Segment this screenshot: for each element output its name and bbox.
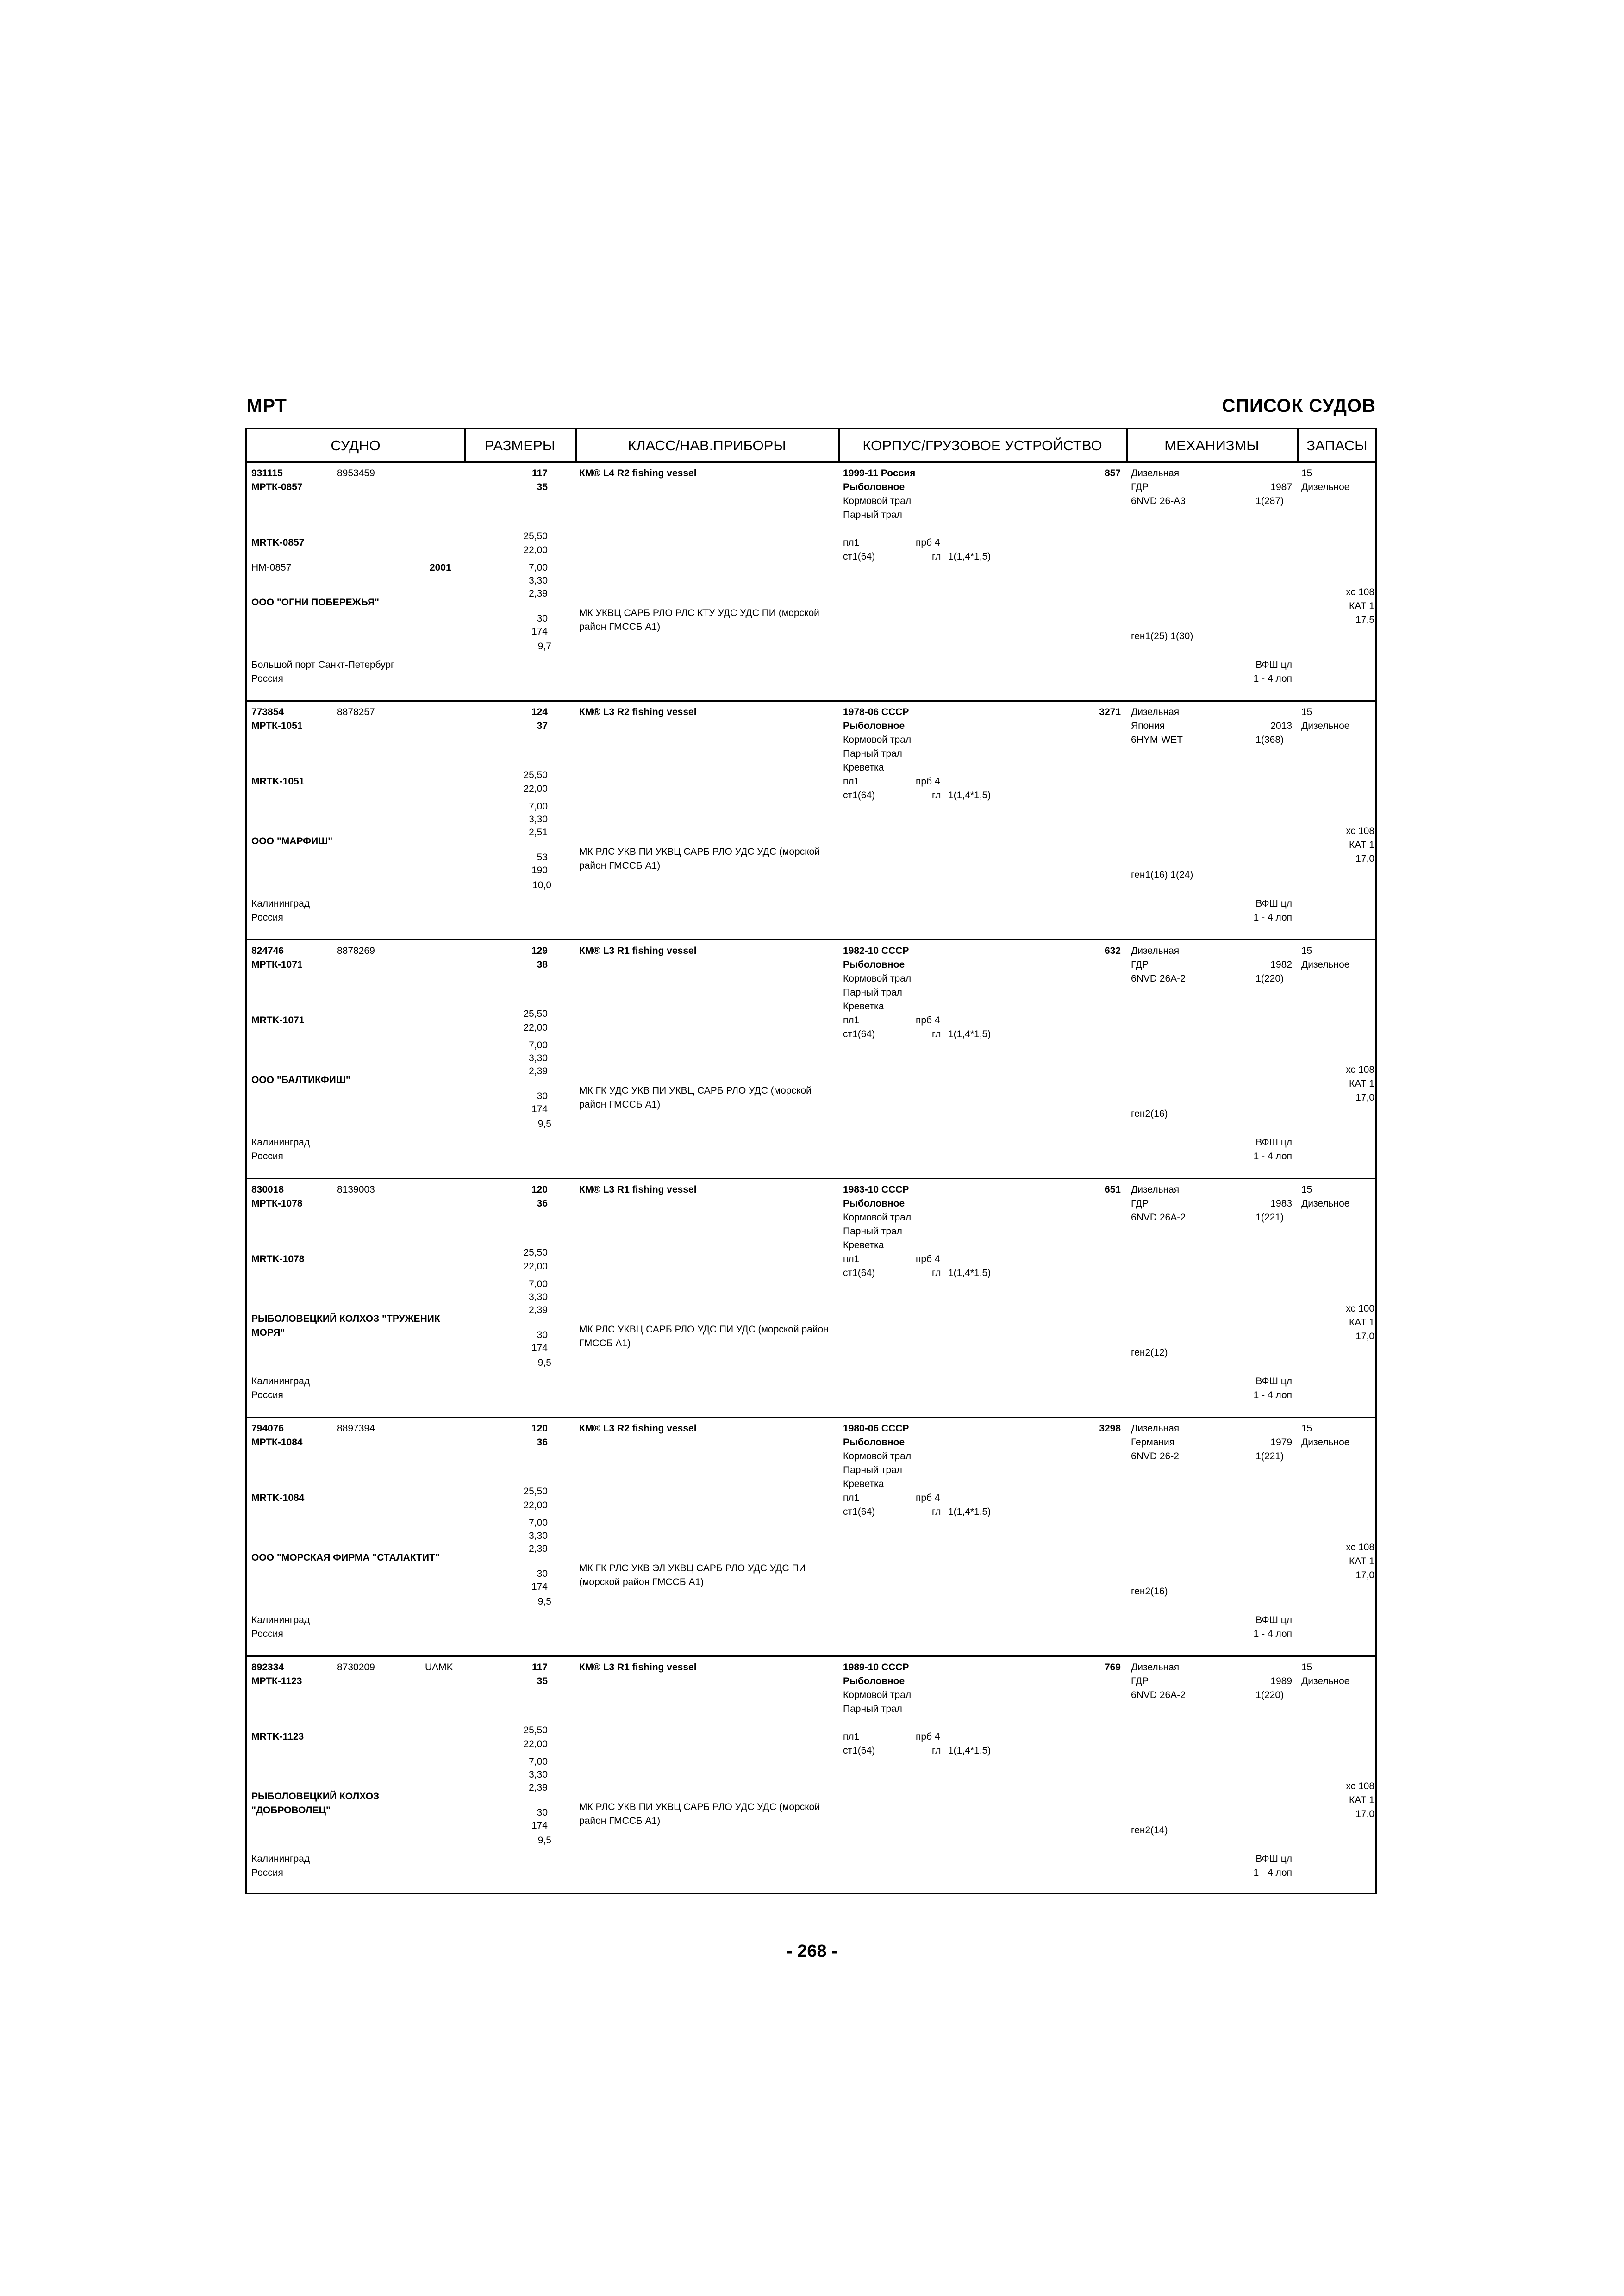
dimension-speed: 9,5 xyxy=(537,1835,551,1846)
stores-fuel: Дизельное xyxy=(1301,1437,1350,1448)
fishing-gear-1: Кормовой трал xyxy=(843,734,912,745)
dimension-breadth: 7,00 xyxy=(529,562,548,573)
dimension-displacement: 174 xyxy=(531,1343,548,1353)
stores-value: 17,0 xyxy=(1355,1092,1374,1103)
vessel-name: МРТК-1084 xyxy=(251,1437,303,1448)
home-port: Большой порт Санкт-Петербург xyxy=(251,660,394,670)
vessel-name: МРТК-1078 xyxy=(251,1198,303,1209)
fishing-gear-1: Кормовой трал xyxy=(843,1690,912,1700)
hull-number: 3298 xyxy=(1099,1423,1121,1434)
stores-value: 17,5 xyxy=(1355,615,1374,625)
stores-class: хс 108 xyxy=(1346,587,1374,597)
column-header-stores: ЗАПАСЫ xyxy=(1297,429,1377,463)
fishing-gear-3: Креветка xyxy=(843,1479,884,1489)
imo-number: 8878269 xyxy=(337,946,375,956)
deck-count: пл1 xyxy=(843,537,860,548)
masts: ст1(64) xyxy=(843,551,875,562)
deck-count: пл1 xyxy=(843,1015,860,1026)
stores-fuel: Дизельное xyxy=(1301,1676,1350,1686)
nav-equipment: МК РЛС УКВЦ САРБ РЛО УДС ПИ УДС (морской район ГМССБ А1) xyxy=(579,1324,829,1349)
dimension-depth: 3,30 xyxy=(529,814,548,825)
propeller-blades: 1 - 4 лоп xyxy=(1253,1867,1292,1878)
vessel-name-latin: MRTK-0857 xyxy=(251,537,305,548)
propeller-type: ВФШ цл xyxy=(1255,1615,1292,1625)
flag-country: Россия xyxy=(251,912,283,923)
home-port: Калининград xyxy=(251,898,310,909)
home-port: Калининград xyxy=(251,1854,310,1864)
page-header-right: СПИСОК СУДОВ xyxy=(1222,396,1376,416)
column-header-class: КЛАСС/НАВ.ПРИБОРЫ xyxy=(575,429,838,463)
hull-built: 1982-10 СССР xyxy=(843,946,909,956)
flag-country: Россия xyxy=(251,1151,283,1162)
dimension-lbp: 22,00 xyxy=(523,1022,548,1033)
masts: ст1(64) xyxy=(843,1268,875,1278)
dimension-deadweight: 30 xyxy=(537,1091,548,1101)
vessel-record xyxy=(247,463,1375,702)
column-header-hull: КОРПУС/ГРУЗОВОЕ УСТРОЙСТВО xyxy=(838,429,1126,463)
dimension-lbp: 22,00 xyxy=(523,545,548,555)
vessel-name: МРТК-0857 xyxy=(251,482,303,492)
engine-model: 6HYM-WET xyxy=(1131,734,1183,745)
class-notation: КМ® L3 R1 fishing vessel xyxy=(579,1184,697,1195)
engine-type: Дизельная xyxy=(1131,468,1180,479)
propeller-blades: 1 - 4 лоп xyxy=(1253,673,1292,684)
dimension-draught: 2,39 xyxy=(529,1543,548,1554)
dimension-net-tonnage: 36 xyxy=(537,1437,548,1448)
stores-value: 17,0 xyxy=(1355,1331,1374,1342)
dimension-lbp: 22,00 xyxy=(523,1500,548,1511)
propeller-type: ВФШ цл xyxy=(1255,1854,1292,1864)
flag-country: Россия xyxy=(251,673,283,684)
page-number: - 268 - xyxy=(787,1941,837,1961)
hold-label: гл xyxy=(932,551,941,562)
vessel-name: МРТК-1071 xyxy=(251,959,303,970)
dimension-draught: 2,51 xyxy=(529,827,548,838)
stores-fuel: Дизельное xyxy=(1301,959,1350,970)
dimension-net-tonnage: 36 xyxy=(537,1198,548,1209)
fishing-gear-2: Парный трал xyxy=(843,1704,902,1714)
engine-country: ГДР xyxy=(1131,482,1149,492)
fishing-gear-1: Кормовой трал xyxy=(843,1212,912,1223)
vessel-name-latin: MRTK-1084 xyxy=(251,1493,305,1503)
stores-class: хс 108 xyxy=(1346,1781,1374,1792)
propeller-type: ВФШ цл xyxy=(1255,660,1292,670)
stores-category: КАТ 1 xyxy=(1349,1317,1374,1328)
class-notation: КМ® L3 R2 fishing vessel xyxy=(579,707,697,717)
vessel-record xyxy=(247,702,1375,940)
stores-fuel: Дизельное xyxy=(1301,482,1350,492)
hold-label: гл xyxy=(932,1029,941,1039)
engine-type: Дизельная xyxy=(1131,1184,1180,1195)
dimension-breadth: 7,00 xyxy=(529,1756,548,1767)
dimension-loa: 25,50 xyxy=(523,1486,548,1497)
stores-fuel: Дизельное xyxy=(1301,721,1350,731)
fishing-gear-2: Парный трал xyxy=(843,1465,902,1475)
engine-country: ГДР xyxy=(1131,959,1149,970)
vessel-record xyxy=(247,1657,1375,1896)
stores-capacity: 15 xyxy=(1301,468,1312,479)
fishing-gear-2: Парный трал xyxy=(843,987,902,998)
stores-fuel: Дизельное xyxy=(1301,1198,1350,1209)
dimension-deadweight: 30 xyxy=(537,1807,548,1818)
vessel-record xyxy=(247,1179,1375,1418)
masts: ст1(64) xyxy=(843,1029,875,1039)
dimension-lbp: 22,00 xyxy=(523,1261,548,1272)
propeller-type: ВФШ цл xyxy=(1255,1137,1292,1148)
year-built: 2001 xyxy=(430,562,451,573)
hull-number: 3271 xyxy=(1099,707,1121,717)
dimension-gross-tonnage: 117 xyxy=(532,1662,548,1673)
stores-capacity: 15 xyxy=(1301,707,1312,717)
engine-year: 2013 xyxy=(1270,721,1292,731)
reg-number: 794076 xyxy=(251,1423,284,1434)
hull-built: 1980-06 СССР xyxy=(843,1423,909,1434)
hull-number: 651 xyxy=(1104,1184,1121,1195)
engine-power: 1(220) xyxy=(1255,1690,1284,1700)
nav-equipment: МК УКВЦ САРБ РЛО РЛС КТУ УДС УДС ПИ (морской район ГМССБ А1) xyxy=(579,608,819,632)
hull-built: 1983-10 СССР xyxy=(843,1184,909,1195)
hull-type: Рыболовное xyxy=(843,1198,905,1209)
dimension-draught: 2,39 xyxy=(529,1782,548,1793)
flag-country: Россия xyxy=(251,1390,283,1400)
vessel-record xyxy=(247,1418,1375,1657)
propeller-blades: 1 - 4 лоп xyxy=(1253,1151,1292,1162)
dimension-gross-tonnage: 124 xyxy=(531,707,548,717)
stores-class: хс 108 xyxy=(1346,826,1374,836)
dimension-breadth: 7,00 xyxy=(529,1518,548,1528)
stores-class: хс 100 xyxy=(1346,1303,1374,1314)
stores-category: КАТ 1 xyxy=(1349,1078,1374,1089)
flag-country: Россия xyxy=(251,1867,283,1878)
fishing-gear-1: Кормовой трал xyxy=(843,973,912,984)
fishing-gear-1: Кормовой трал xyxy=(843,496,912,506)
dimension-breadth: 7,00 xyxy=(529,801,548,812)
fishing-gear-2: Парный трал xyxy=(843,748,902,759)
dimension-breadth: 7,00 xyxy=(529,1279,548,1289)
dimension-displacement: 174 xyxy=(531,1104,548,1114)
dimension-lbp: 22,00 xyxy=(523,784,548,794)
dimension-loa: 25,50 xyxy=(523,770,548,780)
hull-number: 769 xyxy=(1104,1662,1121,1673)
imo-number: 8730209 xyxy=(337,1662,375,1673)
engine-model: 6NVD 26A-2 xyxy=(1131,1212,1186,1223)
vessel-name-latin: MRTK-1078 xyxy=(251,1254,305,1264)
hold-value: 1(1,4*1,5) xyxy=(948,1745,991,1756)
hull-type: Рыболовное xyxy=(843,1437,905,1448)
vessel-name-latin: MRTK-1051 xyxy=(251,776,305,787)
dimension-loa: 25,50 xyxy=(523,1247,548,1258)
dimension-breadth: 7,00 xyxy=(529,1040,548,1051)
column-header-dimensions: РАЗМЕРЫ xyxy=(464,429,575,463)
fishing-gear-3: Креветка xyxy=(843,762,884,773)
dimension-net-tonnage: 35 xyxy=(537,482,548,492)
nav-equipment: МК РЛС УКВ ПИ УКВЦ САРБ РЛО УДС УДС (морской район ГМССБ А1) xyxy=(579,846,820,871)
generators: ген2(12) xyxy=(1131,1347,1168,1358)
bulkheads: прб 4 xyxy=(916,1493,940,1503)
engine-country: ГДР xyxy=(1131,1198,1149,1209)
flag-country: Россия xyxy=(251,1629,283,1639)
fishing-gear-1: Кормовой трал xyxy=(843,1451,912,1462)
ship-register-table xyxy=(245,428,1377,1894)
stores-category: КАТ 1 xyxy=(1349,840,1374,850)
imo-number: 8139003 xyxy=(337,1184,375,1195)
dimension-gross-tonnage: 120 xyxy=(531,1184,548,1195)
dimension-speed: 9,5 xyxy=(537,1119,551,1129)
hull-type: Рыболовное xyxy=(843,959,905,970)
imo-number: 8897394 xyxy=(337,1423,375,1434)
dimension-displacement: 174 xyxy=(531,626,548,637)
engine-model: 6NVD 26-A3 xyxy=(1131,496,1186,506)
vessel-name-latin: MRTK-1071 xyxy=(251,1015,305,1026)
deck-count: пл1 xyxy=(843,776,860,787)
dimension-deadweight: 30 xyxy=(537,613,548,624)
previous-name: НМ-0857 xyxy=(251,562,292,573)
hold-value: 1(1,4*1,5) xyxy=(948,1506,991,1517)
class-notation: КМ® L3 R2 fishing vessel xyxy=(579,1423,697,1434)
dimension-net-tonnage: 37 xyxy=(537,721,548,731)
engine-model: 6NVD 26-2 xyxy=(1131,1451,1179,1462)
home-port: Калининград xyxy=(251,1615,310,1625)
hold-value: 1(1,4*1,5) xyxy=(948,1029,991,1039)
dimension-speed: 10,0 xyxy=(532,880,551,890)
dimension-speed: 9,5 xyxy=(537,1357,551,1368)
dimension-depth: 3,30 xyxy=(529,1292,548,1302)
vessel-name: МРТК-1051 xyxy=(251,721,303,731)
fishing-gear-2: Парный трал xyxy=(843,510,902,520)
engine-model: 6NVD 26A-2 xyxy=(1131,1690,1186,1700)
owner-name: РЫБОЛОВЕЦКИЙ КОЛХОЗ "ТРУЖЕНИК МОРЯ" xyxy=(251,1313,440,1338)
engine-country: Германия xyxy=(1131,1437,1175,1448)
hull-type: Рыболовное xyxy=(843,721,905,731)
generators: ген2(16) xyxy=(1131,1586,1168,1597)
engine-model: 6NVD 26A-2 xyxy=(1131,973,1186,984)
masts: ст1(64) xyxy=(843,1506,875,1517)
deck-count: пл1 xyxy=(843,1254,860,1264)
dimension-displacement: 174 xyxy=(531,1820,548,1831)
stores-capacity: 15 xyxy=(1301,946,1312,956)
dimension-net-tonnage: 35 xyxy=(537,1676,548,1686)
engine-year: 1987 xyxy=(1270,482,1292,492)
reg-number: 931115 xyxy=(251,468,283,479)
dimension-speed: 9,7 xyxy=(537,641,551,652)
engine-type: Дизельная xyxy=(1131,1423,1180,1434)
fishing-gear-3: Креветка xyxy=(843,1240,884,1251)
deck-count: пл1 xyxy=(843,1731,860,1742)
generators: ген2(14) xyxy=(1131,1825,1168,1836)
fishing-gear-2: Парный трал xyxy=(843,1226,902,1237)
dimension-speed: 9,5 xyxy=(537,1596,551,1607)
dimension-depth: 3,30 xyxy=(529,1053,548,1064)
dimension-depth: 3,30 xyxy=(529,575,548,586)
hull-built: 1999-11 Россия xyxy=(843,468,916,479)
hull-built: 1989-10 СССР xyxy=(843,1662,909,1673)
propeller-type: ВФШ цл xyxy=(1255,898,1292,909)
dimension-loa: 25,50 xyxy=(523,1008,548,1019)
hold-value: 1(1,4*1,5) xyxy=(948,1268,991,1278)
column-header-vessel: СУДНО xyxy=(247,429,464,463)
stores-class: хс 108 xyxy=(1346,1542,1374,1553)
vessel-name: МРТК-1123 xyxy=(251,1676,302,1686)
owner-name: РЫБОЛОВЕЦКИЙ КОЛХОЗ "ДОБРОВОЛЕЦ" xyxy=(251,1791,380,1816)
nav-equipment: МК РЛС УКВ ПИ УКВЦ САРБ РЛО УДС УДС (морской район ГМССБ А1) xyxy=(579,1802,820,1826)
engine-power: 1(221) xyxy=(1255,1451,1284,1462)
engine-type: Дизельная xyxy=(1131,1662,1180,1673)
hold-label: гл xyxy=(932,1506,941,1517)
bulkheads: прб 4 xyxy=(916,1731,940,1742)
bulkheads: прб 4 xyxy=(916,776,940,787)
propeller-blades: 1 - 4 лоп xyxy=(1253,1390,1292,1400)
engine-year: 1983 xyxy=(1270,1198,1292,1209)
generators: ген1(25) 1(30) xyxy=(1131,631,1193,641)
owner-name: ООО "МОРСКАЯ ФИРМА "СТАЛАКТИТ" xyxy=(251,1552,440,1563)
stores-category: КАТ 1 xyxy=(1349,1556,1374,1567)
dimension-depth: 3,30 xyxy=(529,1769,548,1780)
dimension-gross-tonnage: 117 xyxy=(532,468,548,479)
stores-value: 17,0 xyxy=(1355,853,1374,864)
engine-power: 1(221) xyxy=(1255,1212,1284,1223)
engine-power: 1(368) xyxy=(1255,734,1284,745)
dimension-draught: 2,39 xyxy=(529,1305,548,1315)
stores-capacity: 15 xyxy=(1301,1662,1312,1673)
hull-number: 857 xyxy=(1104,468,1121,479)
generators: ген1(16) 1(24) xyxy=(1131,870,1193,880)
nav-equipment: МК ГК УДС УКВ ПИ УКВЦ САРБ РЛО УДС (морской район ГМССБ А1) xyxy=(579,1085,812,1110)
stores-class: хс 108 xyxy=(1346,1064,1374,1075)
reg-number: 824746 xyxy=(251,946,284,956)
hull-type: Рыболовное xyxy=(843,1676,905,1686)
dimension-deadweight: 53 xyxy=(537,852,548,863)
propeller-blades: 1 - 4 лоп xyxy=(1253,912,1292,923)
vessel-name-latin: MRTK-1123 xyxy=(251,1731,304,1742)
engine-type: Дизельная xyxy=(1131,707,1180,717)
fishing-gear-3: Креветка xyxy=(843,1001,884,1012)
dimension-displacement: 190 xyxy=(531,865,548,876)
hold-label: гл xyxy=(932,1745,941,1756)
call-sign: UAMK xyxy=(425,1662,453,1673)
bulkheads: прб 4 xyxy=(916,537,940,548)
engine-country: Япония xyxy=(1131,721,1165,731)
masts: ст1(64) xyxy=(843,1745,875,1756)
bulkheads: прб 4 xyxy=(916,1254,940,1264)
class-notation: КМ® L4 R2 fishing vessel xyxy=(579,468,697,479)
reg-number: 773854 xyxy=(251,707,284,717)
dimension-net-tonnage: 38 xyxy=(537,959,548,970)
dimension-deadweight: 30 xyxy=(537,1330,548,1340)
stores-category: КАТ 1 xyxy=(1349,601,1374,611)
imo-number: 8878257 xyxy=(337,707,375,717)
dimension-loa: 25,50 xyxy=(523,531,548,541)
dimension-gross-tonnage: 120 xyxy=(531,1423,548,1434)
page-header-left: МРТ xyxy=(247,396,287,416)
dimension-depth: 3,30 xyxy=(529,1531,548,1541)
dimension-loa: 25,50 xyxy=(523,1725,548,1736)
stores-category: КАТ 1 xyxy=(1349,1795,1374,1805)
stores-capacity: 15 xyxy=(1301,1184,1312,1195)
hull-number: 632 xyxy=(1104,946,1121,956)
hold-value: 1(1,4*1,5) xyxy=(948,790,991,801)
reg-number: 830018 xyxy=(251,1184,284,1195)
owner-name: ООО "БАЛТИКФИШ" xyxy=(251,1075,350,1085)
engine-year: 1982 xyxy=(1270,959,1292,970)
column-header-machinery: МЕХАНИЗМЫ xyxy=(1126,429,1297,463)
masts: ст1(64) xyxy=(843,790,875,801)
engine-year: 1989 xyxy=(1270,1676,1292,1686)
hull-type: Рыболовное xyxy=(843,482,905,492)
imo-number: 8953459 xyxy=(337,468,375,479)
dimension-draught: 2,39 xyxy=(529,1066,548,1076)
dimension-draught: 2,39 xyxy=(529,588,548,599)
engine-power: 1(220) xyxy=(1255,973,1284,984)
propeller-blades: 1 - 4 лоп xyxy=(1253,1629,1292,1639)
dimension-deadweight: 30 xyxy=(537,1568,548,1579)
class-notation: КМ® L3 R1 fishing vessel xyxy=(579,1662,697,1673)
engine-power: 1(287) xyxy=(1255,496,1284,506)
hold-label: гл xyxy=(932,1268,941,1278)
engine-country: ГДР xyxy=(1131,1676,1149,1686)
dimension-displacement: 174 xyxy=(531,1581,548,1592)
dimension-gross-tonnage: 129 xyxy=(531,946,548,956)
class-notation: КМ® L3 R1 fishing vessel xyxy=(579,946,697,956)
owner-name: ООО "МАРФИШ" xyxy=(251,836,333,846)
nav-equipment: МК ГК РЛС УКВ ЭЛ УКВЦ САРБ РЛО УДС УДС ПИ (морской район ГМССБ А1) xyxy=(579,1563,806,1587)
home-port: Калининград xyxy=(251,1376,310,1387)
engine-type: Дизельная xyxy=(1131,946,1180,956)
reg-number: 892334 xyxy=(251,1662,284,1673)
stores-value: 17,0 xyxy=(1355,1570,1374,1580)
hold-value: 1(1,4*1,5) xyxy=(948,551,991,562)
stores-value: 17,0 xyxy=(1355,1809,1374,1819)
propeller-type: ВФШ цл xyxy=(1255,1376,1292,1387)
hold-label: гл xyxy=(932,790,941,801)
generators: ген2(16) xyxy=(1131,1108,1168,1119)
home-port: Калининград xyxy=(251,1137,310,1148)
hull-built: 1978-06 СССР xyxy=(843,707,909,717)
owner-name: ООО "ОГНИ ПОБЕРЕЖЬЯ" xyxy=(251,597,379,608)
bulkheads: прб 4 xyxy=(916,1015,940,1026)
deck-count: пл1 xyxy=(843,1493,860,1503)
dimension-lbp: 22,00 xyxy=(523,1739,548,1749)
engine-year: 1979 xyxy=(1270,1437,1292,1448)
vessel-record xyxy=(247,940,1375,1179)
stores-capacity: 15 xyxy=(1301,1423,1312,1434)
